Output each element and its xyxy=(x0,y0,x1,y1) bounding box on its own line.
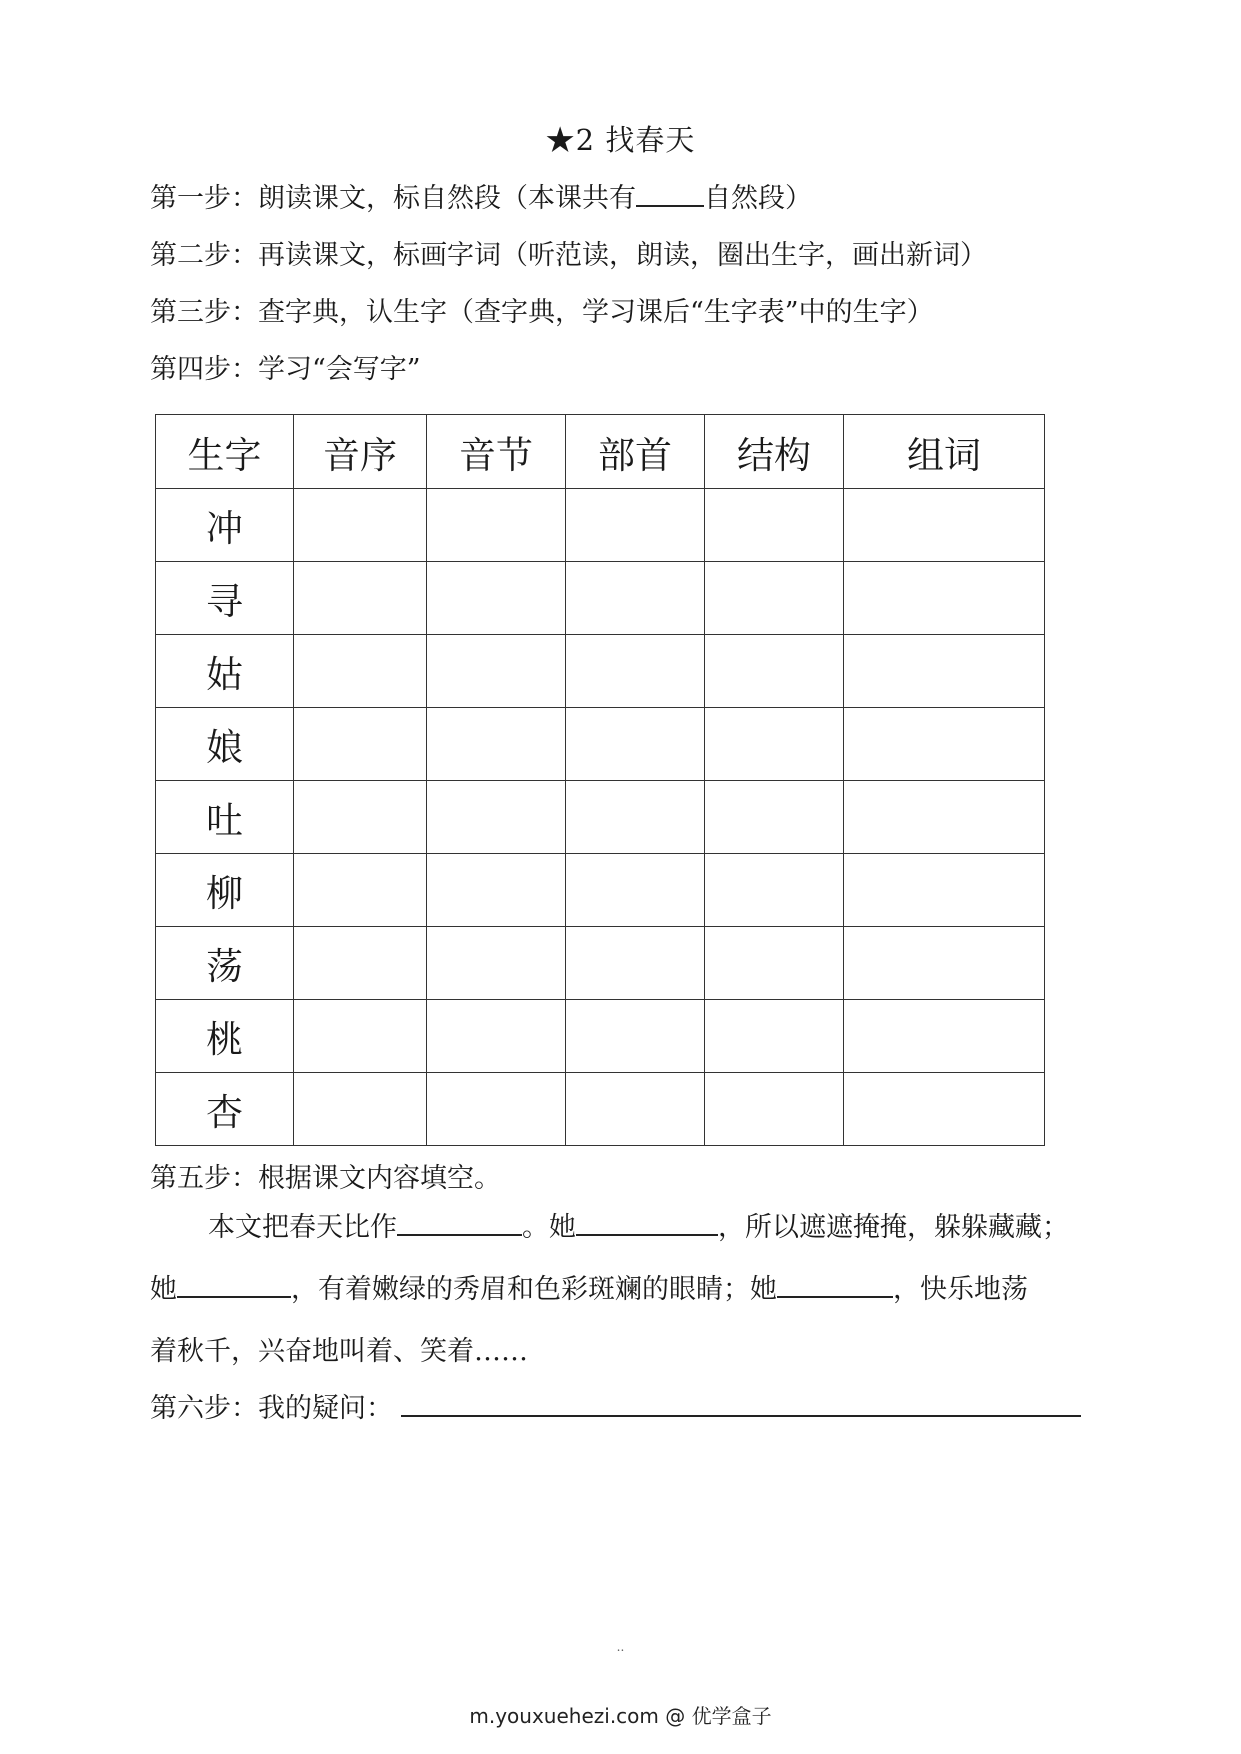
table-row xyxy=(156,927,1045,1000)
character-cell: 杏 xyxy=(156,1073,294,1146)
step-2: 第二步：再读课文，标画字词（听范读，朗读，圈出生字，画出新词） xyxy=(150,240,987,271)
table-row xyxy=(156,562,1045,635)
table-row xyxy=(156,1073,1045,1146)
step-1 xyxy=(150,176,812,215)
answer-cell[interactable] xyxy=(294,1000,427,1073)
answer-cell[interactable] xyxy=(566,927,705,1000)
answer-cell[interactable] xyxy=(566,562,705,635)
step-1-text: 第一步：朗读课文，标自然段（本课共有 xyxy=(150,183,636,214)
answer-cell[interactable] xyxy=(566,1073,705,1146)
answer-cell[interactable] xyxy=(566,854,705,927)
answer-cell[interactable] xyxy=(844,1000,1045,1073)
answer-cell[interactable] xyxy=(566,489,705,562)
table-row xyxy=(156,781,1045,854)
answer-cell[interactable] xyxy=(705,1073,844,1146)
answer-cell[interactable] xyxy=(294,562,427,635)
table-header-row xyxy=(156,415,1045,489)
answer-cell[interactable] xyxy=(844,635,1045,708)
table-row xyxy=(156,854,1045,927)
fill-in-paragraph xyxy=(150,1197,1090,1383)
header-cell: 结构 xyxy=(705,415,844,489)
fill-text: 。她 xyxy=(522,1212,576,1243)
header-cell: 生字 xyxy=(156,415,294,489)
answer-cell[interactable] xyxy=(566,635,705,708)
answer-cell[interactable] xyxy=(427,708,566,781)
answer-cell[interactable] xyxy=(566,781,705,854)
answer-cell[interactable] xyxy=(844,854,1045,927)
fill-text: 她 xyxy=(150,1274,177,1305)
table-row xyxy=(156,1000,1045,1073)
fill-text: 着秋千，兴奋地叫着、笑着…… xyxy=(150,1336,528,1367)
fill-blank-4[interactable] xyxy=(777,1270,893,1298)
step-4: 第四步：学习“会写字” xyxy=(150,354,421,385)
fill-text: 本文把春天比作 xyxy=(208,1212,397,1243)
character-cell: 吐 xyxy=(156,781,294,854)
fill-blank-3[interactable] xyxy=(177,1270,291,1298)
answer-cell[interactable] xyxy=(705,854,844,927)
answer-cell[interactable] xyxy=(844,927,1045,1000)
step-6 xyxy=(150,1386,1081,1425)
table-row xyxy=(156,635,1045,708)
character-cell: 荡 xyxy=(156,927,294,1000)
answer-cell[interactable] xyxy=(427,1073,566,1146)
character-cell: 姑 xyxy=(156,635,294,708)
table-row xyxy=(156,708,1045,781)
fill-blank-2[interactable] xyxy=(576,1208,718,1236)
page-title: ★2 找春天 xyxy=(545,123,696,157)
answer-cell[interactable] xyxy=(705,1000,844,1073)
answer-cell[interactable] xyxy=(844,708,1045,781)
answer-cell[interactable] xyxy=(294,708,427,781)
footer-site: m.youxuehezi.com @ 优学盒子 xyxy=(469,1704,772,1728)
answer-cell[interactable] xyxy=(705,781,844,854)
answer-cell[interactable] xyxy=(844,562,1045,635)
answer-cell[interactable] xyxy=(844,489,1045,562)
step-3: 第三步：查字典，认生字（查字典，学习课后“生字表”中的生字） xyxy=(150,297,934,328)
answer-cell[interactable] xyxy=(427,1000,566,1073)
character-cell: 寻 xyxy=(156,562,294,635)
character-cell: 冲 xyxy=(156,489,294,562)
answer-cell[interactable] xyxy=(427,854,566,927)
answer-cell[interactable] xyxy=(566,708,705,781)
answer-cell[interactable] xyxy=(427,781,566,854)
answer-cell[interactable] xyxy=(294,635,427,708)
fill-text: ，所以遮遮掩掩，躲躲藏藏； xyxy=(718,1212,1069,1243)
paragraph-count-blank[interactable] xyxy=(636,179,704,207)
header-cell: 部首 xyxy=(566,415,705,489)
character-cell: 柳 xyxy=(156,854,294,927)
answer-cell[interactable] xyxy=(705,489,844,562)
answer-cell[interactable] xyxy=(294,1073,427,1146)
answer-cell[interactable] xyxy=(427,489,566,562)
answer-cell[interactable] xyxy=(427,635,566,708)
answer-cell[interactable] xyxy=(427,927,566,1000)
step-6-text: 第六步：我的疑问： xyxy=(150,1393,393,1424)
header-cell: 音节 xyxy=(427,415,566,489)
answer-cell[interactable] xyxy=(705,562,844,635)
answer-cell[interactable] xyxy=(427,562,566,635)
fill-text: ，快乐地荡 xyxy=(893,1274,1028,1305)
question-blank[interactable] xyxy=(401,1389,1081,1417)
character-cell: 娘 xyxy=(156,708,294,781)
fill-blank-1[interactable] xyxy=(397,1208,522,1236)
answer-cell[interactable] xyxy=(294,854,427,927)
answer-cell[interactable] xyxy=(705,927,844,1000)
header-cell: 音序 xyxy=(294,415,427,489)
answer-cell[interactable] xyxy=(294,927,427,1000)
answer-cell[interactable] xyxy=(844,1073,1045,1146)
character-cell: 桃 xyxy=(156,1000,294,1073)
answer-cell[interactable] xyxy=(705,708,844,781)
step-5: 第五步：根据课文内容填空。 xyxy=(150,1163,501,1194)
answer-cell[interactable] xyxy=(294,489,427,562)
table-row xyxy=(156,489,1045,562)
page-marker: .. xyxy=(616,1640,625,1654)
step-1-text-end: 自然段） xyxy=(704,183,812,214)
answer-cell[interactable] xyxy=(294,781,427,854)
character-table xyxy=(155,414,1045,1146)
answer-cell[interactable] xyxy=(566,1000,705,1073)
header-cell: 组词 xyxy=(844,415,1045,489)
answer-cell[interactable] xyxy=(705,635,844,708)
fill-text: ，有着嫩绿的秀眉和色彩斑斓的眼睛；她 xyxy=(291,1274,777,1305)
answer-cell[interactable] xyxy=(844,781,1045,854)
